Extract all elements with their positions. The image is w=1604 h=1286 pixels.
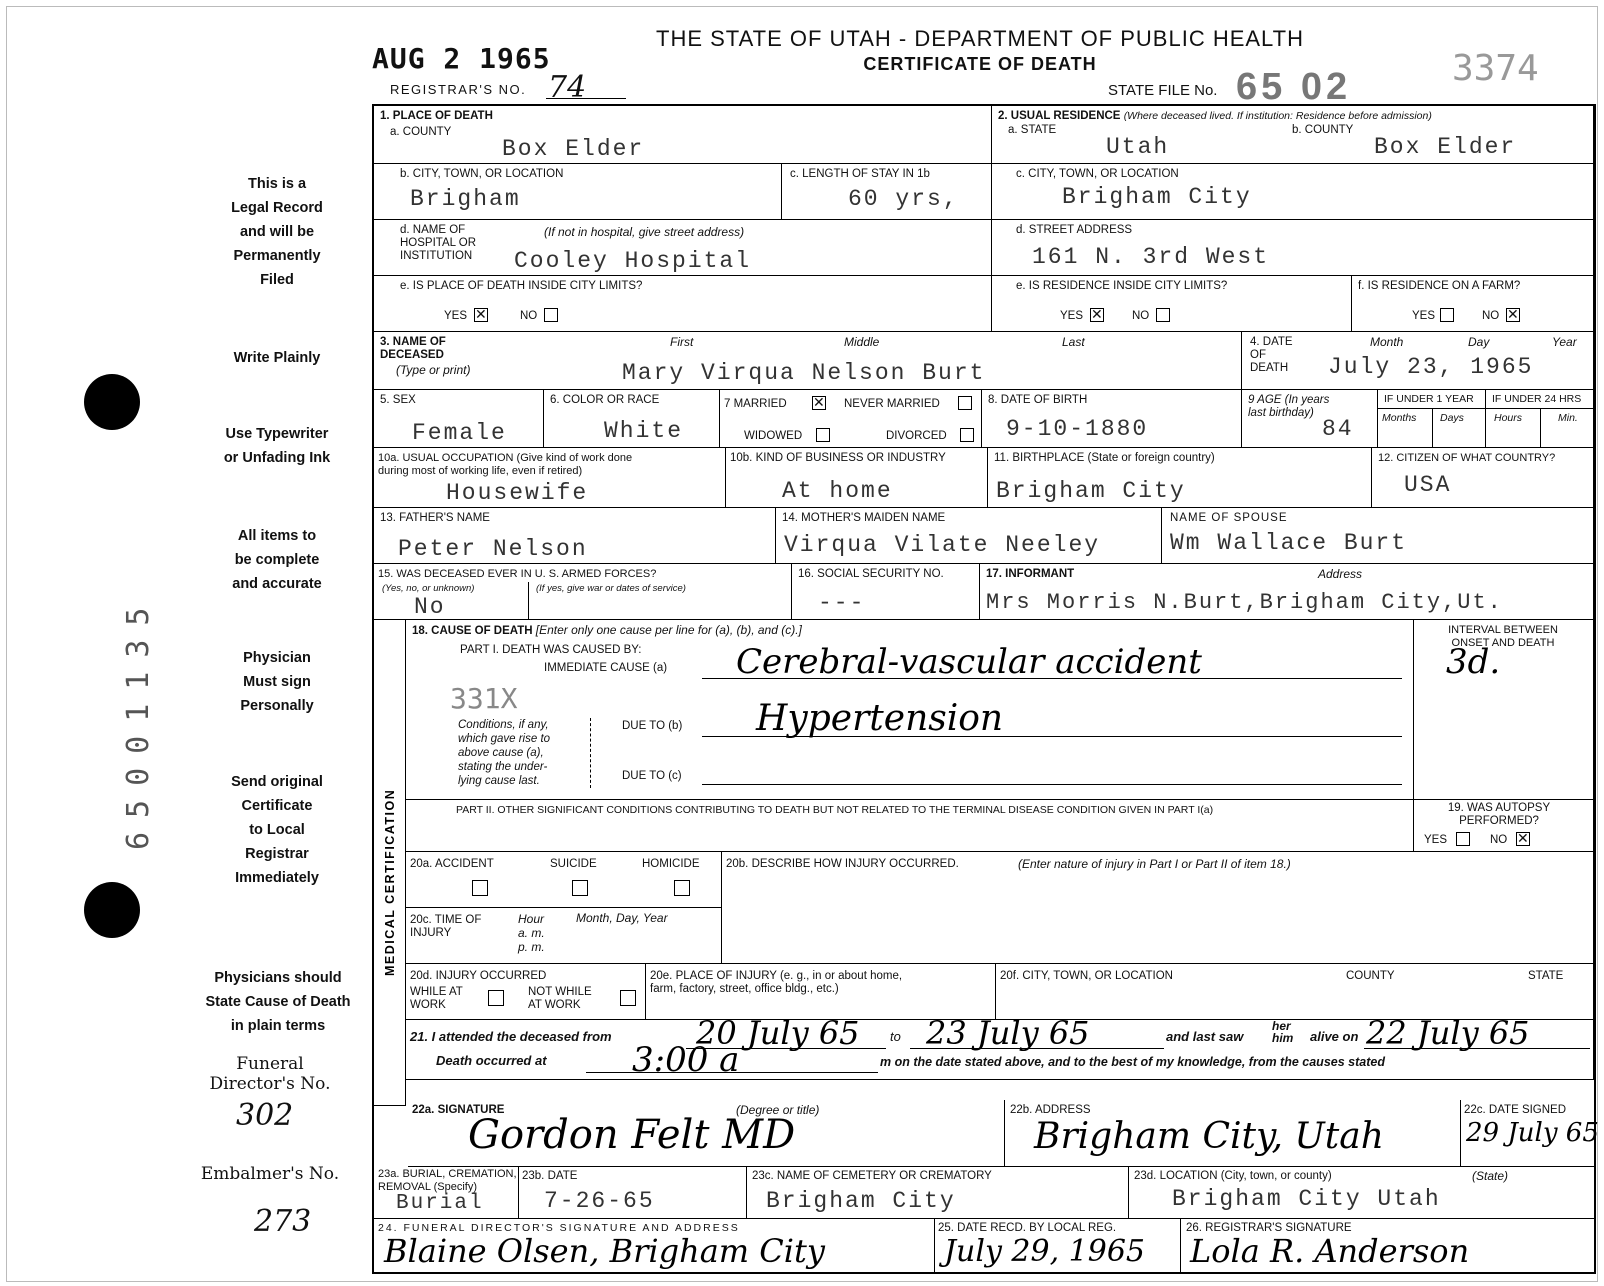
sidebar-notice-complete: All items to be complete and accurate: [232, 528, 322, 592]
suicide-checkbox[interactable]: [572, 880, 588, 896]
under-one-year-label: IF UNDER 1 YEAR: [1384, 393, 1474, 405]
under-24-hours-cell: [1486, 390, 1594, 448]
married-label: 7 MARRIED: [724, 398, 787, 410]
received-date-stamp: AUG 2 1965: [372, 42, 551, 75]
interval-label: INTERVAL BETWEEN ONSET AND DEATH: [1448, 624, 1558, 649]
residence-city-label: c. CITY, TOWN, OR LOCATION: [1016, 168, 1179, 180]
date-signed-cell: [1460, 1100, 1599, 1166]
hours-label: Hours: [1494, 412, 1523, 424]
residence-county-value[interactable]: Box Elder: [1374, 134, 1517, 160]
registrar-no: 74: [548, 70, 587, 105]
ssn-value[interactable]: ---: [818, 590, 866, 616]
cause-of-death-label: 18. CAUSE OF DEATH: [412, 625, 533, 637]
street-address-value[interactable]: 161 N. 3rd West: [1032, 244, 1270, 270]
residence-city-cell: [992, 164, 1594, 220]
age-label: 9 AGE (In years last birthday): [1248, 394, 1330, 419]
not-at-work-checkbox[interactable]: [620, 990, 636, 1006]
occupation-cell: [374, 448, 726, 508]
alive-on-label: alive on: [1310, 1029, 1359, 1044]
due-to-c-line: [702, 784, 1402, 785]
burial-location-value[interactable]: Brigham City Utah: [1172, 1186, 1441, 1212]
months-label: Months: [1382, 412, 1417, 424]
year-label: Year: [1552, 335, 1577, 349]
death-city-label: b. CITY, TOWN, OR LOCATION: [400, 168, 564, 180]
informant-address-label: Address: [1318, 567, 1363, 581]
injury-state-label: STATE: [1528, 970, 1564, 982]
hospital-note: (If not in hospital, give street address): [544, 225, 745, 239]
death-county-value[interactable]: Box Elder: [502, 136, 645, 162]
funeral-row: [374, 1218, 1596, 1274]
residence-farm-no-label: NO: [1482, 310, 1500, 322]
punch-hole-top: [84, 374, 140, 430]
form-title: THE STATE OF UTAH - DEPARTMENT OF PUBLIC HEALTH: [656, 26, 1304, 51]
suicide-label: SUICIDE: [550, 858, 597, 870]
residence-state-county-cell: [992, 106, 1594, 164]
residence-inside-city-no-label: NO: [1132, 310, 1150, 322]
immediate-cause-label: IMMEDIATE CAUSE (a): [544, 662, 668, 674]
accident-label: 20a. ACCIDENT: [410, 858, 494, 870]
usual-residence-label: 2. USUAL RESIDENCE: [998, 110, 1121, 122]
deceased-name-note: (Type or print): [396, 363, 471, 377]
last-name-label: Last: [1062, 335, 1085, 349]
informant-cell: [980, 564, 1594, 620]
under-24-hours-label: IF UNDER 24 HRS: [1492, 393, 1582, 405]
part2-cell: [406, 800, 1414, 852]
conditions-note: Conditions, if any, which gave rise to above cause (a), stating the under- lying cause last.: [458, 719, 551, 787]
sidebar-notice-write-plainly: Write Plainly: [233, 350, 321, 366]
usual-residence-note: (Where deceased lived. If institution: Residence before admission): [1123, 110, 1432, 122]
interval-value[interactable]: 3d.: [1446, 642, 1501, 682]
armed-forces-note-2: (If yes, give war or dates of service): [536, 583, 686, 594]
autopsy-no-label: NO: [1490, 834, 1508, 846]
manner-of-death-cell: [406, 852, 722, 908]
time-of-injury-label: 20c. TIME OF INJURY: [410, 914, 482, 939]
immediate-cause-value[interactable]: Cerebral-vascular accident: [736, 642, 1202, 682]
divorced-checkbox[interactable]: [960, 428, 974, 442]
length-of-stay-value[interactable]: 60 yrs,: [848, 186, 959, 212]
funeral-director-no-label: Funeral Director's No.: [209, 1054, 331, 1094]
deceased-name-value[interactable]: Mary Virqua Nelson Burt: [622, 360, 986, 386]
injury-description-label: 20b. DESCRIBE HOW INJURY OCCURRED.: [726, 858, 959, 870]
autopsy-no-checkbox[interactable]: [1516, 832, 1530, 846]
residence-city-value[interactable]: Brigham City: [1062, 184, 1252, 210]
deceased-name-cell: [374, 332, 1242, 390]
date-received-label: 25. DATE RECD. BY LOCAL REG.: [938, 1222, 1117, 1234]
death-city-cell: [374, 164, 782, 220]
birthplace-label: 11. BIRTHPLACE (State or foreign country): [994, 452, 1215, 464]
ssn-cell: [792, 564, 980, 620]
funeral-director-no: 302: [236, 1098, 294, 1133]
injury-county-label: COUNTY: [1346, 970, 1395, 982]
widowed-label: WIDOWED: [744, 430, 803, 442]
attendance-cell: [406, 1014, 1594, 1080]
age-cell: [1242, 390, 1378, 448]
armed-forces-cell: [374, 564, 792, 620]
death-statement: m on the date stated above, and to the best of my knowledge, from the causes stated: [880, 1055, 1385, 1069]
ssn-label: 16. SOCIAL SECURITY NO.: [798, 568, 944, 580]
hospital-label: d. NAME OF HOSPITAL OR INSTITUTION: [400, 224, 477, 262]
spouse-value[interactable]: Wm Wallace Burt: [1170, 530, 1408, 556]
cemetery-label: 23c. NAME OF CEMETERY OR CREMATORY: [752, 1170, 992, 1182]
not-at-work-label: NOT WHILE AT WORK: [528, 986, 592, 1011]
sidebar-notice-physician: Physician Must sign Personally: [240, 650, 314, 714]
residence-farm-yes-label: YES: [1412, 310, 1436, 322]
business-value[interactable]: At home: [782, 478, 893, 504]
interval-cell: [1414, 620, 1594, 800]
date-received-value[interactable]: July 29, 1965: [944, 1234, 1146, 1269]
cause-of-death-cell: [406, 620, 1414, 800]
residence-inside-city-label: e. IS RESIDENCE INSIDE CITY LIMITS?: [1016, 280, 1228, 292]
date-signed-label: 22c. DATE SIGNED: [1464, 1104, 1567, 1116]
residence-inside-city-yes-checkbox[interactable]: [1090, 308, 1104, 322]
due-to-b-label: DUE TO (b): [622, 720, 683, 732]
accident-checkbox[interactable]: [472, 880, 488, 896]
medical-certification-band: [374, 620, 406, 1106]
death-inside-city-no-label: NO: [520, 310, 538, 322]
injury-occurred-cell: [406, 964, 646, 1020]
place-of-injury-cell: [646, 964, 996, 1020]
funeral-director-cell: [374, 1218, 935, 1274]
citizen-value[interactable]: USA: [1404, 472, 1452, 498]
death-occurred-label: Death occurred at: [436, 1053, 547, 1068]
middle-name-label: Middle: [844, 335, 880, 349]
father-value[interactable]: Peter Nelson: [398, 536, 588, 562]
funeral-director-label: 24. FUNERAL DIRECTOR'S SIGNATURE AND ADDRESS: [378, 1222, 740, 1234]
race-label: 6. COLOR OR RACE: [550, 394, 660, 406]
informant-label: 17. INFORMANT: [986, 568, 1075, 580]
cemetery-cell: [746, 1166, 1129, 1218]
injury-description-cell: [722, 852, 1594, 964]
burial-date-cell: [518, 1166, 747, 1218]
cause-code: 331X: [450, 682, 518, 715]
date-of-death-label: 4. DATE OF DEATH: [1250, 336, 1293, 374]
armed-forces-note-1: (Yes, no, or unknown): [382, 583, 475, 594]
spouse-label: NAME OF SPOUSE: [1170, 512, 1288, 524]
informant-value[interactable]: Mrs Morris N.Burt,Brigham City,Ut.: [986, 590, 1503, 615]
occupation-value[interactable]: Housewife: [446, 480, 589, 506]
signature-label: 22a. SIGNATURE: [412, 1104, 505, 1116]
residence-state-value[interactable]: Utah: [1106, 134, 1170, 160]
father-cell: [374, 508, 776, 564]
sex-value[interactable]: Female: [412, 420, 507, 446]
month-label: Month: [1370, 335, 1404, 349]
death-inside-city-cell: [374, 276, 992, 332]
residence-farm-yes-checkbox[interactable]: [1440, 308, 1454, 322]
death-inside-city-yes-label: YES: [444, 310, 468, 322]
vertical-file-number: [118, 520, 162, 860]
autopsy-label: 19. WAS AUTOPSY PERFORMED?: [1447, 802, 1551, 827]
street-address-label: d. STREET ADDRESS: [1016, 224, 1133, 236]
certificate-form: [372, 104, 1596, 1274]
sidebar-notice-legal: This is a Legal Record and will be Permanently Filed: [231, 176, 323, 288]
length-of-stay-label: c. LENGTH OF STAY IN 1b: [790, 168, 930, 180]
date-of-death-value[interactable]: July 23, 1965: [1328, 354, 1534, 380]
days-label: Days: [1440, 412, 1464, 424]
burial-value[interactable]: Burial: [396, 1192, 484, 1215]
physician-address-cell: [1004, 1100, 1461, 1166]
length-of-stay-cell: [782, 164, 992, 220]
burial-state-label: (State): [1472, 1169, 1509, 1183]
while-at-work-checkbox[interactable]: [488, 990, 504, 1006]
spouse-cell: [1162, 508, 1594, 564]
funeral-director-signature[interactable]: Blaine Olsen, Brigham City: [384, 1232, 825, 1270]
registrar-signature-cell: [1180, 1218, 1596, 1274]
physician-address[interactable]: Brigham City, Utah: [1034, 1116, 1384, 1157]
autopsy-cell: [1414, 800, 1594, 852]
hospital-value[interactable]: Cooley Hospital: [514, 248, 752, 274]
date-of-birth-label: 8. DATE OF BIRTH: [988, 394, 1088, 406]
burial-label: 23a. BURIAL, CREMATION, REMOVAL (Specify): [378, 1168, 517, 1193]
degree-label: (Degree or title): [736, 1103, 820, 1117]
injury-description-note: (Enter nature of injury in Part I or Part II of item 18.): [1018, 857, 1291, 871]
burial-date-value[interactable]: 7-26-65: [544, 1188, 655, 1214]
first-name-label: First: [670, 335, 694, 349]
under-one-year-cell: [1378, 390, 1486, 448]
homicide-checkbox[interactable]: [674, 880, 690, 896]
citizen-cell: [1372, 448, 1594, 508]
residence-farm-cell: [1352, 276, 1594, 332]
birthplace-cell: [988, 448, 1372, 508]
armed-forces-value[interactable]: No: [414, 594, 446, 620]
date-received-cell: [934, 1218, 1181, 1274]
attended-to-label: to: [890, 1029, 901, 1044]
part2-label: PART II. OTHER SIGNIFICANT CONDITIONS CONTRIBUTING TO DEATH BUT NOT RELATED TO THE TERMINAL DISEASE CONDITION GIVEN IN PART I(a): [456, 804, 1214, 816]
never-married-checkbox[interactable]: [958, 396, 972, 410]
last-saw-label: and last saw: [1166, 1029, 1244, 1044]
physician-signature-row: [408, 1100, 1599, 1167]
residence-farm-no-checkbox[interactable]: [1506, 308, 1520, 322]
place-of-injury-label: 20e. PLACE OF INJURY (e. g., in or about home, farm, factory, street, office bldg., etc.): [650, 970, 903, 995]
registrar-signature-label: 26. REGISTRAR'S SIGNATURE: [1186, 1222, 1352, 1234]
sidebar-notice-send-original: Send original Certificate to Local Registrar Immediately: [231, 774, 323, 886]
burial-location-cell: [1128, 1166, 1596, 1218]
widowed-checkbox[interactable]: [816, 428, 830, 442]
date-of-birth-cell: [982, 390, 1242, 448]
injury-occurred-label: 20d. INJURY OCCURRED: [410, 970, 547, 982]
divorced-label: DIVORCED: [886, 430, 947, 442]
svg-text:MEDICAL CERTIFICATION: MEDICAL CERTIFICATION: [383, 788, 397, 976]
residence-county-label: b. COUNTY: [1292, 124, 1354, 136]
never-married-label: NEVER MARRIED: [844, 398, 940, 410]
race-cell: [544, 390, 720, 448]
day-label: Day: [1468, 335, 1490, 349]
business-cell: [726, 448, 988, 508]
last-saw-value[interactable]: 22 July 65: [1366, 1014, 1530, 1052]
hour-label: Hour a. m. p. m.: [518, 912, 545, 954]
marital-status-cell: [720, 390, 982, 448]
place-of-death-county-cell: [374, 106, 992, 164]
homicide-label: HOMICIDE: [642, 858, 700, 870]
state-file-no: 65 02: [1236, 66, 1352, 108]
injury-city-label: 20f. CITY, TOWN, OR LOCATION: [1000, 970, 1173, 982]
registrar-no-line: [546, 98, 626, 99]
death-city-value[interactable]: Brigham: [410, 186, 521, 212]
stamp-number: 3374: [1452, 48, 1539, 89]
physician-signature[interactable]: Gordon Felt MD: [468, 1112, 796, 1158]
while-at-work-label: WHILE AT WORK: [410, 986, 463, 1011]
signature-cell: [408, 1100, 1005, 1166]
mother-cell: [776, 508, 1162, 564]
age-value[interactable]: 84: [1322, 416, 1354, 442]
death-inside-city-label: e. IS PLACE OF DEATH INSIDE CITY LIMITS?: [400, 280, 643, 292]
date-of-death-cell: [1242, 332, 1594, 390]
state-file-no-label: STATE FILE No.: [1108, 82, 1218, 99]
business-label: 10b. KIND OF BUSINESS OR INDUSTRY: [730, 452, 946, 464]
due-to-b-value[interactable]: Hypertension: [756, 698, 1004, 739]
attended-to-value[interactable]: 23 July 65: [926, 1014, 1090, 1052]
date-signed-value[interactable]: 29 July 65: [1466, 1118, 1599, 1148]
residence-farm-label: f. IS RESIDENCE ON A FARM?: [1358, 280, 1521, 292]
death-time-value[interactable]: 3:00 a: [632, 1040, 740, 1080]
embalmer-no: 273: [254, 1204, 312, 1239]
sex-cell: [374, 390, 544, 448]
cemetery-value[interactable]: Brigham City: [766, 1188, 956, 1214]
sidebar-notice-plain-terms: Physicians should State Cause of Death in plain terms: [205, 970, 351, 1034]
autopsy-yes-checkbox[interactable]: [1456, 832, 1470, 846]
residence-state-label: a. STATE: [1008, 124, 1057, 136]
occupation-label: 10a. USUAL OCCUPATION (Give kind of work done during most of working life, even if retired): [378, 452, 633, 477]
burial-cell: [374, 1166, 519, 1218]
sex-label: 5. SEX: [380, 394, 416, 406]
injury-location-cell: [996, 964, 1594, 1020]
registrar-no-label: REGISTRAR'S NO.: [390, 82, 527, 97]
county-label: a. COUNTY: [390, 126, 452, 138]
birthplace-value[interactable]: Brigham City: [996, 478, 1186, 504]
sidebar-notice-typewriter: Use Typewriter or Unfading Ink: [223, 426, 331, 466]
armed-forces-label: 15. WAS DECEASED EVER IN U. S. ARMED FORCES?: [378, 568, 657, 580]
cause-of-death-note: [Enter only one cause per line for (a), (b), and (c).]: [535, 623, 802, 637]
time-of-injury-cell: [406, 908, 722, 964]
race-value[interactable]: White: [604, 418, 684, 444]
attended-from-value[interactable]: 20 July 65: [696, 1014, 860, 1052]
street-address-cell: [992, 220, 1594, 276]
month-day-year-label: Month, Day, Year: [576, 911, 668, 925]
physician-address-label: 22b. ADDRESS: [1010, 1104, 1091, 1116]
citizen-label: 12. CITIZEN OF WHAT COUNTRY?: [1378, 452, 1556, 464]
place-of-death-label: 1. PLACE OF DEATH: [380, 110, 493, 122]
minutes-label: Min.: [1558, 412, 1578, 424]
burial-row: [374, 1166, 1596, 1219]
autopsy-yes-label: YES: [1424, 834, 1448, 846]
father-label: 13. FATHER'S NAME: [380, 512, 490, 524]
hospital-cell: [374, 220, 992, 276]
burial-date-label: 23b. DATE: [522, 1170, 578, 1182]
mother-label: 14. MOTHER'S MAIDEN NAME: [782, 512, 946, 524]
svg-text:65001135: 65001135: [121, 593, 156, 850]
form-subtitle: CERTIFICATE OF DEATH: [863, 54, 1097, 74]
registrar-signature[interactable]: Lola R. Anderson: [1190, 1232, 1470, 1270]
deceased-name-label: 3. NAME OF DECEASED: [380, 336, 446, 361]
residence-inside-city-cell: [992, 276, 1352, 332]
date-of-birth-value[interactable]: 9-10-1880: [1006, 416, 1149, 442]
due-to-c-label: DUE TO (c): [622, 770, 682, 782]
death-inside-city-yes-checkbox[interactable]: [474, 308, 488, 322]
death-inside-city-no-checkbox[interactable]: [544, 308, 558, 322]
residence-inside-city-yes-label: YES: [1060, 310, 1084, 322]
punch-hole-bottom: [84, 882, 140, 938]
part1-label: PART I. DEATH WAS CAUSED BY:: [460, 644, 642, 656]
her-him-label: her him: [1272, 1019, 1294, 1045]
residence-inside-city-no-checkbox[interactable]: [1156, 308, 1170, 322]
attended-label: 21. I attended the deceased from: [410, 1029, 612, 1044]
burial-location-label: 23d. LOCATION (City, town, or county): [1134, 1170, 1332, 1182]
married-checkbox[interactable]: [812, 396, 826, 410]
embalmer-no-label: Embalmer's No.: [200, 1164, 340, 1184]
mother-value[interactable]: Virqua Vilate Neeley: [784, 532, 1101, 558]
